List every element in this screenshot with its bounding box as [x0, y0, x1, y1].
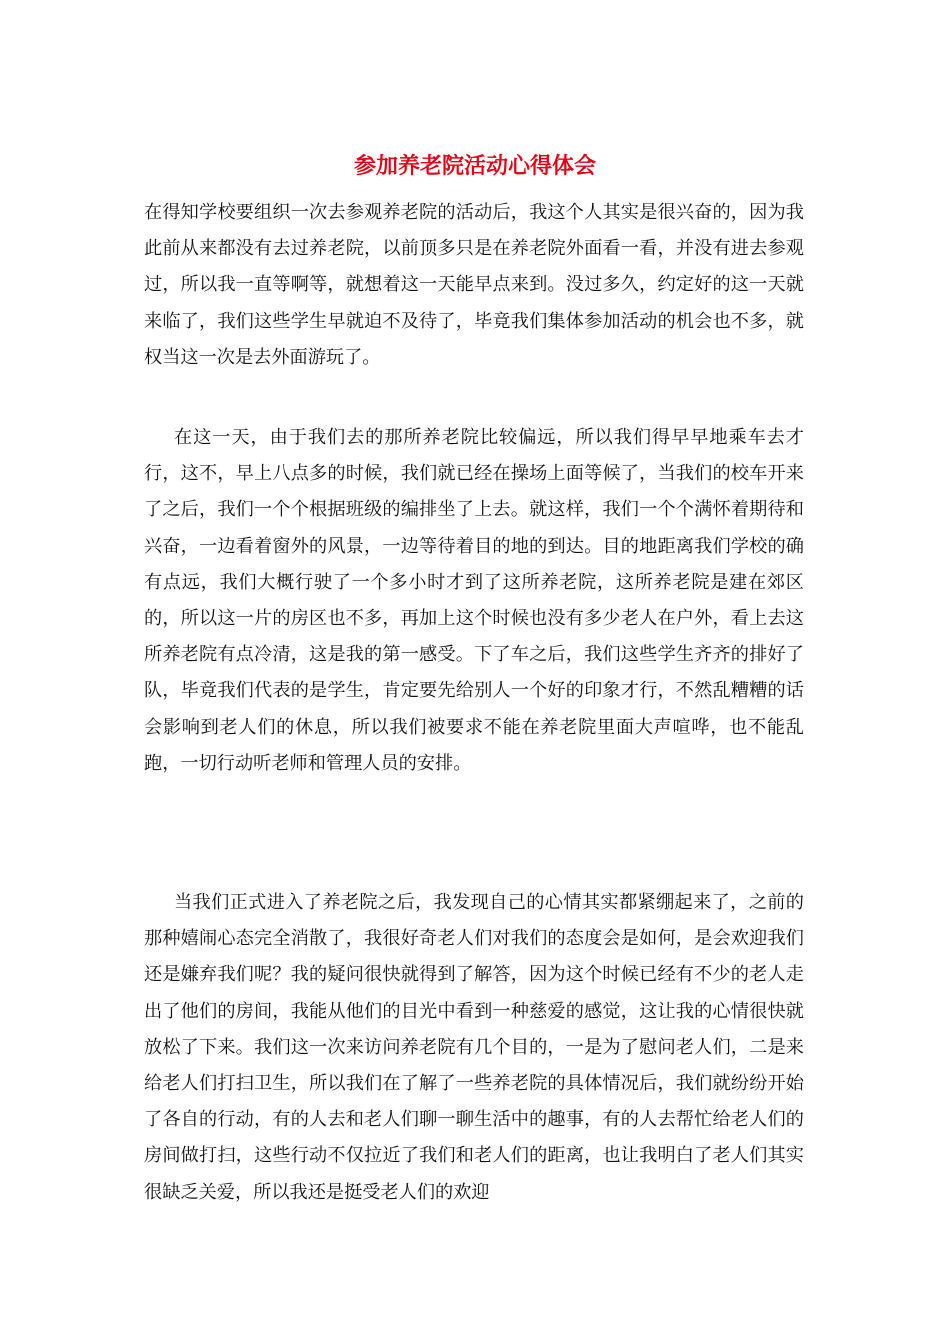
paragraph-2: 在这一天，由于我们去的那所养老院比较偏远，所以我们得早早地乘车去才行，这不，早上八点多的时候，我们就已经在操场上面等候了，当我们的校车开来了之后，我们一个个根据班级的编排坐了上去。就这样，我们一个个满怀着期待和兴奋，一边看着窗外的风景，一边等待着目的地的到达。目的地距离我们学校的确有点远，我们大概行驶了一个多小时才到了这所养老院，这所养老院是建在郊区的，所以这一片的房区也不多，再加上这个时候也没有多少老人在户外，看上去这所养老院有点冷清，这是我的第一感受。下了车之后，我们这些学生齐齐的排好了队，毕竟我们代表的是学生，肯定要先给别人一个好的印象才行，不然乱糟糟的话会影响到老人们的休息，所以我们被要求不能在养老院里面大声喧哗，也不能乱跑，一切行动听老师和管理人员的安排。	[144, 427, 804, 774]
paragraph-3: 当我们正式进入了养老院之后，我发现自己的心情其实都紧绷起来了，之前的那种嬉闹心态完全消散了，我很好奇老人们对我们的态度会是如何，是会欢迎我们还是嫌弃我们呢？我的疑问很快就得到了解答，因为这个时候已经有不少的老人走出了他们的房间，我能从他们的目光中看到一种慈爱的感觉，这让我的心情很快就放松了下来。我们这一次来访问养老院有几个目的，一是为了慰问老人们，二是来给老人们打扫卫生，所以我们在了解了一些养老院的具体情况后，我们就纷纷开始了各自的行动，有的人去和老人们聊一聊生活中的趣事，有的人去帮忙给老人们的房间做打扫，这些行动不仅拉近了我们和老人们的距离，也让我明白了老人们其实很缺乏关爱，所以我还是挺受老人们的欢迎	[144, 892, 804, 1203]
document-title: 参加养老院活动心得体会	[353, 153, 596, 179]
paragraph-1: 在得知学校要组织一次去参观养老院的活动后，我这个人其实是很兴奋的，因为我此前从来都没有去过养老院，以前顶多只是在养老院外面看一看，并没有进去参观过，所以我一直等啊等，就想着这一天能早点来到。没过多久，约定好的这一天就来临了，我们这些学生早就迫不及待了，毕竟我们集体参加活动的机会也不多，就权当这一次是去外面游玩了。	[144, 202, 804, 368]
